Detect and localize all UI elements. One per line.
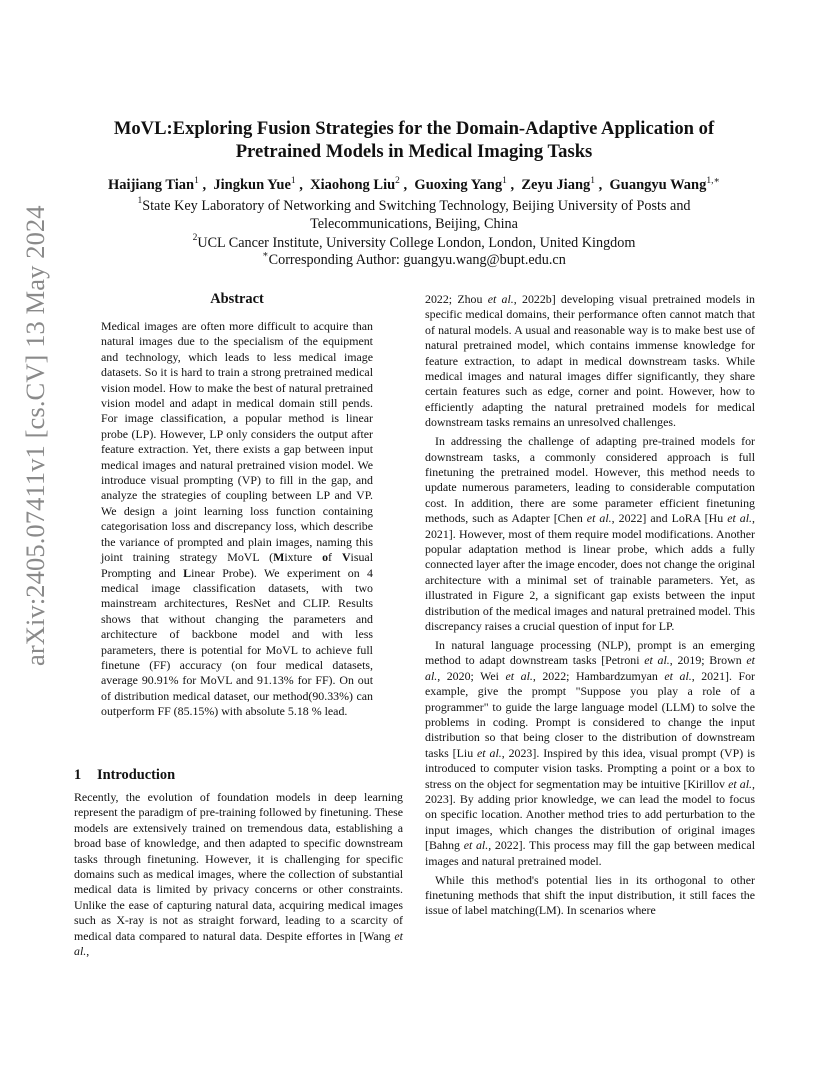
body-paragraph bbox=[425, 434, 755, 634]
body-paragraph bbox=[425, 638, 755, 869]
acronym-letter: V bbox=[341, 550, 351, 565]
abstract-paragraph bbox=[101, 319, 373, 720]
body-text: In natural language processing (NLP), prompt is an emerging method to adapt downstream tasks [Petroni bbox=[425, 637, 755, 668]
acronym-letter: M bbox=[273, 550, 285, 565]
author-name: Jingkun Yue bbox=[213, 177, 291, 193]
abstract-heading: Abstract bbox=[210, 291, 264, 307]
body-text: , 2022; Hambardzumyan bbox=[532, 668, 665, 683]
et-al: et al. bbox=[728, 776, 753, 791]
author-list: Haijiang Tian$^1$ , Jingkun Yue$^1$ , Xiaohong Liu$^2$ , Guoxing Yang$^1$ , Zeyu Jiang$^1$ , Guangyu Wang$^{1,∗}$ bbox=[108, 176, 720, 193]
title-line-2: Pretrained Models in Medical Imaging Tasks bbox=[235, 141, 593, 162]
et-al: et al. bbox=[727, 511, 753, 526]
acronym-letter: o bbox=[322, 550, 329, 565]
body-text: , 2022b] developing visual pretrained models in specific medical domains, their performance often cannot match that of natural models. A usual and reasonable way is to make best use of natural pretrained model, which contains immense knowledge for feature extraction, to adapt in medical downstream tasks. While medical images and natural images differ significantly, they share certain features such as edge, corner and point. However, how to efficiently adapting the natural pretrained models for medical downstream tasks remains an unresolved challenges. bbox=[425, 292, 755, 430]
intro-text: Recently, the evolution of foundation models in deep learning represent the paradigm of pre-training followed by finetuning. These models are extensively trained on tremendous data, establishing a broad base of knowledge, and then adapted to specific downstream tasks through finetuning. However, it is challenging for specific domains such as medical images, where the collection of substantial medical data is limited by privacy concerns or other constraints. Unlike the ease of capturing natural data, acquiring medical images such as X-ray is not as straight forward, leading to a scarcity of medical data compared to natural data. Despite effortes in [Wang bbox=[74, 790, 403, 943]
abstract-text: isual Prompting and bbox=[101, 550, 374, 580]
corresponding-text: Corresponding Author: guangyu.wang@bupt.edu.cn bbox=[268, 252, 566, 268]
affiliation-mark: 1 bbox=[137, 196, 143, 206]
title-line-1: MoVL:Exploring Fusion Strategies for the Domain-Adaptive Application of bbox=[113, 118, 715, 139]
body-text: , 2022] and LoRA [Hu bbox=[611, 511, 728, 526]
author-name: Haijiang Tian bbox=[108, 177, 195, 193]
abstract-text: Medical images are often more difficult to acquire than natural images due to the specialism of the equipment and technology, which leads to less medical image datasets. So it is hard to train a strong pretrained medical vision model. How to make the best of natural pretrained vision model and adapt in medical domain still pends. For image classification, a popular method is linear probe (LP). However, LP only considers the output after feature extraction. Yet, there exists a gap between input medical images and natural pretrained vision model. We introduce visual prompting (VP) to fill in the gap, and analyze the strategies of coupling between LP and VP. We design a joint learning loss function containing categorisation loss and discrepancy loss, which describe the variance of prompted and plain images, naming this joint training strategy MoVL ( bbox=[101, 319, 373, 565]
author-name: Guangyu Wang bbox=[609, 177, 707, 193]
et-al: et al. bbox=[477, 745, 502, 760]
author-affiliation-mark: 1 bbox=[194, 176, 199, 186]
body-text: While this method's potential lies in its orthogonal to other finetuning methods that shift the input distribution, it still faces the issue of label matching(LM). In scenarios where bbox=[425, 872, 755, 918]
section-number: 1 bbox=[74, 767, 82, 783]
affiliation-1 bbox=[60, 197, 768, 233]
abstract-text: f bbox=[328, 550, 342, 565]
author-affiliation-mark: 1 bbox=[502, 176, 507, 186]
et-al: et al. bbox=[586, 511, 612, 526]
author-affiliation-mark: 1,∗ bbox=[706, 176, 720, 186]
abstract-body bbox=[101, 319, 373, 720]
paper-title bbox=[60, 117, 768, 163]
intro-paragraph: Recently, the evolution of foundation models in deep learning represent the paradigm of pre-training followed by finetuning. These models are extensively trained on tremendous data, establishing a broad base of knowledge, and then adapted to specific downstream tasks through finetuning. However, it is challenging for specific domains such as medical images, where the collection of substantial medical data is limited by privacy concerns or other constraints. Unlike the ease of capturing natural data, acquiring medical images such as X-ray is not as straight forward, leading to a scarcity of medical data compared to natural data. Despite effortes in [Wang et al., bbox=[74, 790, 403, 959]
body-text: , 2020; Wei bbox=[437, 668, 506, 683]
author-name: Zeyu Jiang bbox=[521, 177, 591, 193]
author-affiliation-mark: 2 bbox=[395, 176, 400, 186]
body-text: 2022; Zhou bbox=[425, 292, 488, 306]
right-column bbox=[425, 292, 755, 922]
body-text: , 2021]. For example, give the prompt "Suppose you play a role of a programmer" to guide the large language model (LLM) to solve the problems in coding. Prompt is considered to change the input distribution so that being closer to the distribution of downstream tasks [Liu bbox=[425, 668, 755, 760]
body-text: , 2022]. This process may fill the gap between medical images and natural pretrained model. bbox=[425, 838, 755, 868]
arxiv-identifier: arXiv:2405.07411v1 [cs.CV] 13 May 2024 bbox=[20, 205, 50, 666]
affiliation-text: Telecommunications, Beijing, China bbox=[310, 216, 518, 232]
body-text: In addressing the challenge of adapting pre-trained models for downstream tasks, a commonly considered approach is full finetuning the pretrained model. However, this method needs to update numerous parameters, leading to considerable computation cost. In addition, there are some parameter efficient finetuning methods, such as Adapter [Chen bbox=[425, 434, 755, 526]
author-name: Xiaohong Liu bbox=[310, 177, 396, 193]
body-text: , 2021]. However, most of them require model modifications. Another popular adaptation method is linear probe, which adds a fully connected layer after the image encoder, does not change the original architecture with a minimal set of trainable parameters. Yet, as illustrated in Figure 2, a significant gap exists between the input distribution of the medical images and natural pretrained model. This discrepancy raises a crucial question of input for LP. bbox=[425, 511, 755, 634]
author-affiliation-mark: 1 bbox=[590, 176, 596, 186]
et-al: et al. bbox=[425, 653, 755, 683]
body-text: , 2023]. Inspired by this idea, visual prompt (VP) is introduced to computer vision tasks. Prompting a point or a box to stress on the object for segmentation may be intuitive [Kirillov bbox=[425, 745, 756, 791]
body-text: , 2019; Brown bbox=[669, 653, 747, 668]
et-al: et al. bbox=[463, 838, 489, 853]
et-al: et al. bbox=[487, 292, 514, 306]
corresponding-mark: ∗ bbox=[262, 250, 269, 260]
author-name: Guoxing Yang bbox=[414, 177, 503, 193]
et-al: et al. bbox=[505, 668, 533, 683]
corresponding-author bbox=[60, 251, 768, 269]
affiliation-text: UCL Cancer Institute, University College London, London, United Kingdom bbox=[197, 235, 636, 251]
section-title: Introduction bbox=[97, 767, 176, 783]
affiliation-mark: 2 bbox=[192, 233, 198, 243]
introduction-body bbox=[74, 790, 403, 959]
body-paragraph bbox=[425, 292, 755, 431]
et-al: et al. bbox=[644, 653, 670, 668]
abstract-text: inear Probe). bbox=[191, 565, 257, 580]
affiliation-2 bbox=[60, 234, 768, 252]
body-text: , 2023]. By adding prior knowledge, we can lead the model to focus on specific location. Another method tries to add perturbation to the input images, which changes the distribution of original images [Bahng bbox=[425, 776, 755, 853]
abstract-text: ixture bbox=[284, 550, 323, 565]
abstract-text: We experiment on 4 medical image classification datasets, with two mainstream architectures, ResNet and CLIP. Results shows that without changing the parameters and architecture of backbone model and with less parameters, there is potential for MoVL to achieve full finetune (FF) accuracy (on four medical datasets, average 90.91% for MoVL and 91.13% for FF). On out of distribution medical dataset, our method(90.33%) can outperform FF (85.15%) with absolute 5.18 % lead. bbox=[101, 565, 373, 719]
affiliation-text: State Key Laboratory of Networking and Switching Technology, Beijing University of Posts and bbox=[142, 198, 691, 214]
acronym-letter: L bbox=[183, 565, 192, 580]
section-heading-introduction bbox=[74, 767, 404, 784]
body-paragraph bbox=[425, 873, 755, 919]
et-al: et al. bbox=[74, 928, 403, 959]
et-al: et al. bbox=[664, 668, 692, 683]
author-affiliation-mark: 1 bbox=[290, 176, 296, 186]
